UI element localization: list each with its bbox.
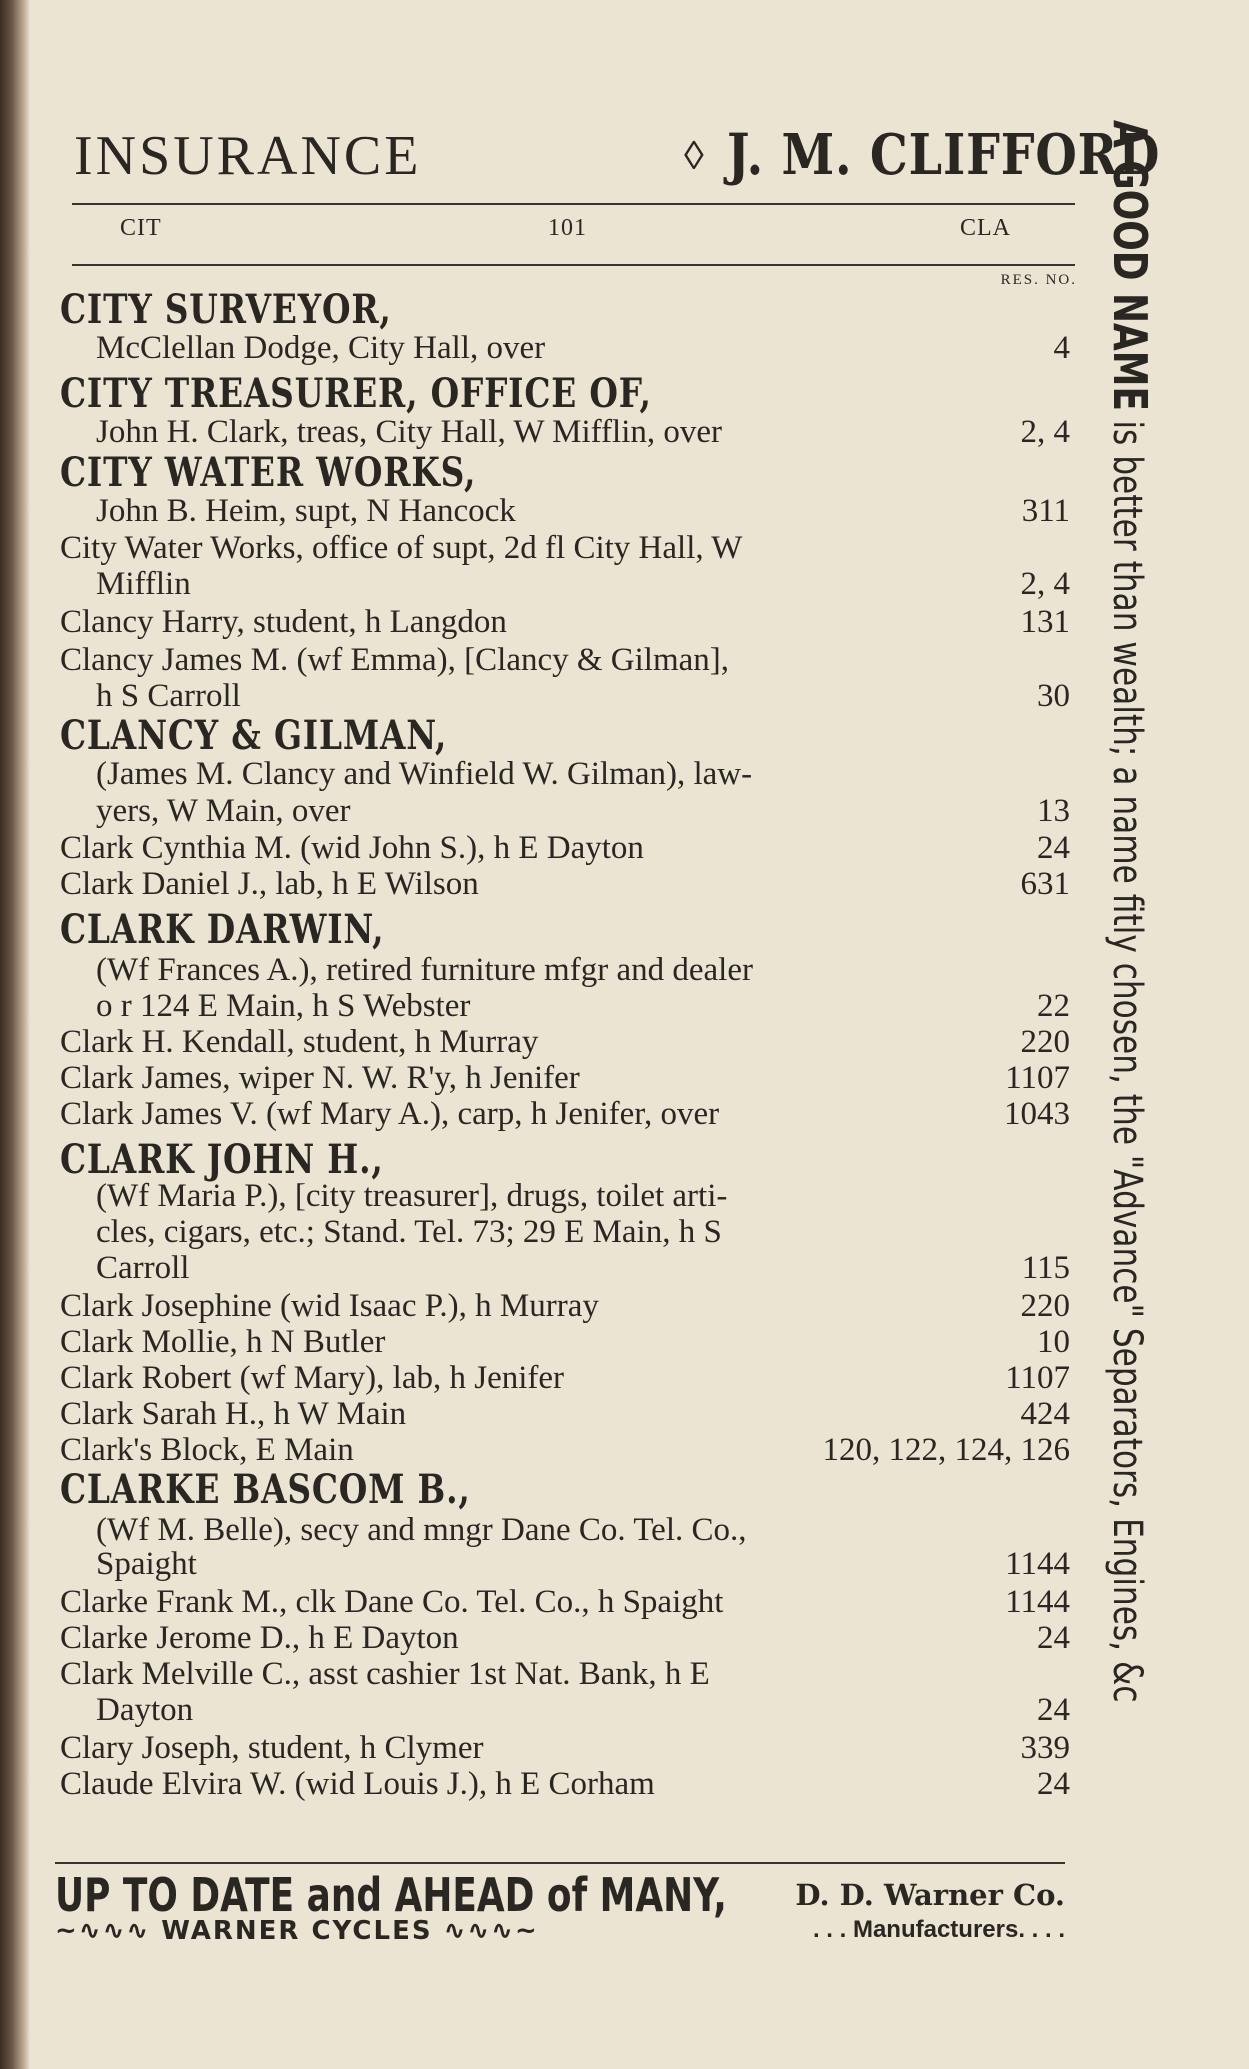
footer-rule (55, 1862, 1065, 1864)
entry-text: yers, W Main, over (96, 793, 351, 829)
entry-residence-number: 339 (1020, 1730, 1070, 1766)
entry-text: Carroll (96, 1250, 190, 1286)
directory-entry (60, 1396, 1070, 1432)
entry-text: Spaight (96, 1546, 197, 1582)
entry-text: CITY TREASURER, OFFICE OF, (60, 370, 652, 417)
guide-words (72, 215, 1072, 245)
entry-residence-number: 115 (1021, 1250, 1070, 1286)
entry-text: (Wf Frances A.), retired furniture mfgr and dealer (96, 952, 753, 988)
entry-text: Clark Melville C., asst cashier 1st Nat. Bank, h E (60, 1656, 710, 1692)
directory-entry (60, 1024, 1070, 1060)
directory-entry (96, 793, 1070, 829)
vertical-advert-title: A GOOD NAME (1103, 120, 1158, 412)
entry-text: Clarke Frank M., clk Dane Co. Tel. Co., h Spaight (60, 1584, 724, 1620)
entry-text: City Water Works, office of supt, 2d fl City Hall, W (60, 530, 743, 566)
directory-entry (60, 1324, 1070, 1360)
directory-entry (96, 1178, 1070, 1214)
footer-cycles: ~∿∿∿ WARNER CYCLES ∿∿∿~ (55, 1916, 539, 1946)
header-clifford: J. M. CLIFFORD (727, 122, 1161, 188)
directory-entry (60, 1766, 1070, 1802)
entry-text: Clancy Harry, student, h Langdon (60, 604, 507, 640)
entry-text: cles, cigars, etc.; Stand. Tel. 73; 29 E Main, h S (96, 1214, 722, 1250)
directory-entry (60, 1288, 1070, 1324)
entry-text: CLARK DARWIN, (60, 906, 385, 953)
directory-entry (96, 1512, 1070, 1548)
entry-text: Clary Joseph, student, h Clymer (60, 1730, 484, 1766)
entry-text: Clark Sarah H., h W Main (60, 1396, 407, 1432)
entry-heading (60, 1466, 888, 1513)
page-header (72, 120, 1161, 200)
entry-text: Clark Josephine (wid Isaac P.), h Murray (60, 1288, 599, 1324)
directory-entry (96, 756, 1070, 792)
entry-residence-number: 1107 (1005, 1060, 1070, 1096)
entry-text: (Wf M. Belle), secy and mngr Dane Co. Tel. Co., (96, 1512, 747, 1548)
entry-text: Dayton (96, 1692, 194, 1728)
directory-entry (60, 830, 1070, 866)
entry-text: Clark Daniel J., lab, h E Wilson (60, 866, 479, 902)
footer-advert-line2 (55, 1914, 1065, 1950)
header-ornament: ◊ (684, 133, 704, 178)
entry-residence-number: 311 (1021, 493, 1070, 529)
entry-text: CLARK JOHN H., (60, 1136, 384, 1183)
entry-text: McClellan Dodge, City Hall, over (96, 330, 546, 366)
entry-residence-number: 424 (1020, 1396, 1070, 1432)
entry-residence-number: 1043 (1004, 1096, 1070, 1132)
directory-entry (60, 604, 1070, 640)
directory-entry (60, 1360, 1070, 1396)
entry-text: Clark's Block, E Main (60, 1432, 354, 1468)
header-rule-bottom (72, 264, 1075, 266)
entry-residence-number: 120, 122, 124, 126 (822, 1432, 1070, 1468)
entry-heading (60, 906, 888, 953)
directory-entry (60, 866, 1070, 902)
entry-heading (60, 1136, 888, 1183)
book-spine-shadow (0, 0, 30, 2069)
directory-entry (96, 1692, 1070, 1728)
directory-entry (96, 330, 1070, 366)
vertical-advert-text: is better than wealth; a name fitly chosen, the "Advance" Separators, Engines, &c (1104, 420, 1151, 1703)
footer-manufacturers: . . . Manufacturers. . . . (812, 1916, 1065, 1943)
directory-entry (96, 566, 1070, 602)
entry-residence-number: 24 (1037, 830, 1070, 866)
entry-text: Clarke Jerome D., h E Dayton (60, 1620, 459, 1656)
vertical-advert (1092, 120, 1162, 1960)
directory-entry (96, 678, 1070, 714)
entry-residence-number: 220 (1020, 1024, 1070, 1060)
entry-residence-number: 220 (1020, 1288, 1070, 1324)
directory-entry (60, 1096, 1070, 1132)
directory-entry (96, 1546, 1070, 1582)
entry-residence-number: 631 (1020, 866, 1070, 902)
entry-residence-number: 24 (1037, 1766, 1070, 1802)
guide-right: CLA (960, 215, 1011, 241)
entry-residence-number: 2, 4 (1020, 414, 1070, 450)
directory-entry (60, 530, 1070, 566)
entry-text: Clancy James M. (wf Emma), [Clancy & Gilman], (60, 642, 730, 678)
directory-entry (60, 1620, 1070, 1656)
directory-entry (60, 1432, 1070, 1468)
directory-entry (60, 1730, 1070, 1766)
entry-text: Clark James V. (wf Mary A.), carp, h Jenifer, over (60, 1096, 720, 1132)
entry-heading (60, 449, 888, 496)
entry-residence-number: 131 (1020, 604, 1070, 640)
entry-text: Clark Mollie, h N Butler (60, 1324, 386, 1360)
entry-text: Clark James, wiper N. W. R'y, h Jenifer (60, 1060, 580, 1096)
entry-residence-number: 13 (1037, 793, 1070, 829)
directory-entry (96, 493, 1070, 529)
footer-company: D. D. Warner Co. (795, 1878, 1065, 1912)
entry-text: John B. Heim, supt, N Hancock (96, 493, 516, 529)
directory-entry (60, 1656, 1070, 1692)
entry-text: Claude Elvira W. (wid Louis J.), h E Corham (60, 1766, 655, 1802)
entry-residence-number: 1144 (1005, 1546, 1070, 1582)
directory-entry (96, 1250, 1070, 1286)
entry-residence-number: 30 (1037, 678, 1070, 714)
directory-entry (96, 952, 1070, 988)
entry-text: Mifflin (96, 566, 191, 602)
entry-heading (60, 370, 888, 417)
entry-residence-number: 22 (1037, 988, 1070, 1024)
header-rule-top (72, 203, 1075, 205)
res-no-label: RES. NO. (1000, 272, 1077, 288)
entry-residence-number: 24 (1037, 1620, 1070, 1656)
entry-text: (Wf Maria P.), [city treasurer], drugs, toilet arti- (96, 1178, 728, 1214)
entry-residence-number: 1107 (1005, 1360, 1070, 1396)
entry-text: Clark Robert (wf Mary), lab, h Jenifer (60, 1360, 565, 1396)
entry-residence-number: 1144 (1005, 1584, 1070, 1620)
entry-text: CLANCY & GILMAN, (60, 712, 448, 759)
page-number: 101 (548, 215, 587, 241)
entry-text: John H. Clark, treas, City Hall, W Mifflin, over (96, 414, 723, 450)
entry-text: o r 124 E Main, h S Webster (96, 988, 471, 1024)
entry-residence-number: 10 (1037, 1324, 1070, 1360)
entry-residence-number: 24 (1037, 1692, 1070, 1728)
directory-entry (60, 1584, 1070, 1620)
directory-entry (96, 414, 1070, 450)
directory-entry (96, 988, 1070, 1024)
entry-residence-number: 4 (1053, 330, 1070, 366)
entry-residence-number: 2, 4 (1020, 566, 1070, 602)
directory-entry (96, 1214, 1070, 1250)
entry-text: Clark Cynthia M. (wid John S.), h E Dayton (60, 830, 644, 866)
directory-entry (60, 642, 1070, 678)
entry-heading (60, 286, 888, 333)
entry-text: (James M. Clancy and Winfield W. Gilman), law- (96, 756, 753, 792)
header-insurance: INSURANCE (74, 125, 422, 187)
guide-left: CIT (120, 215, 162, 241)
entry-heading (60, 712, 888, 759)
directory-entry (60, 1060, 1070, 1096)
entry-text: Clark H. Kendall, student, h Murray (60, 1024, 539, 1060)
entry-text: CITY SURVEYOR, (60, 286, 392, 333)
entry-text: CLARKE BASCOM B., (60, 1466, 471, 1513)
footer-slogan: UP TO DATE and AHEAD of MANY, (55, 1868, 727, 1922)
entry-text: CITY WATER WORKS, (60, 449, 477, 496)
entry-text: h S Carroll (96, 678, 241, 714)
